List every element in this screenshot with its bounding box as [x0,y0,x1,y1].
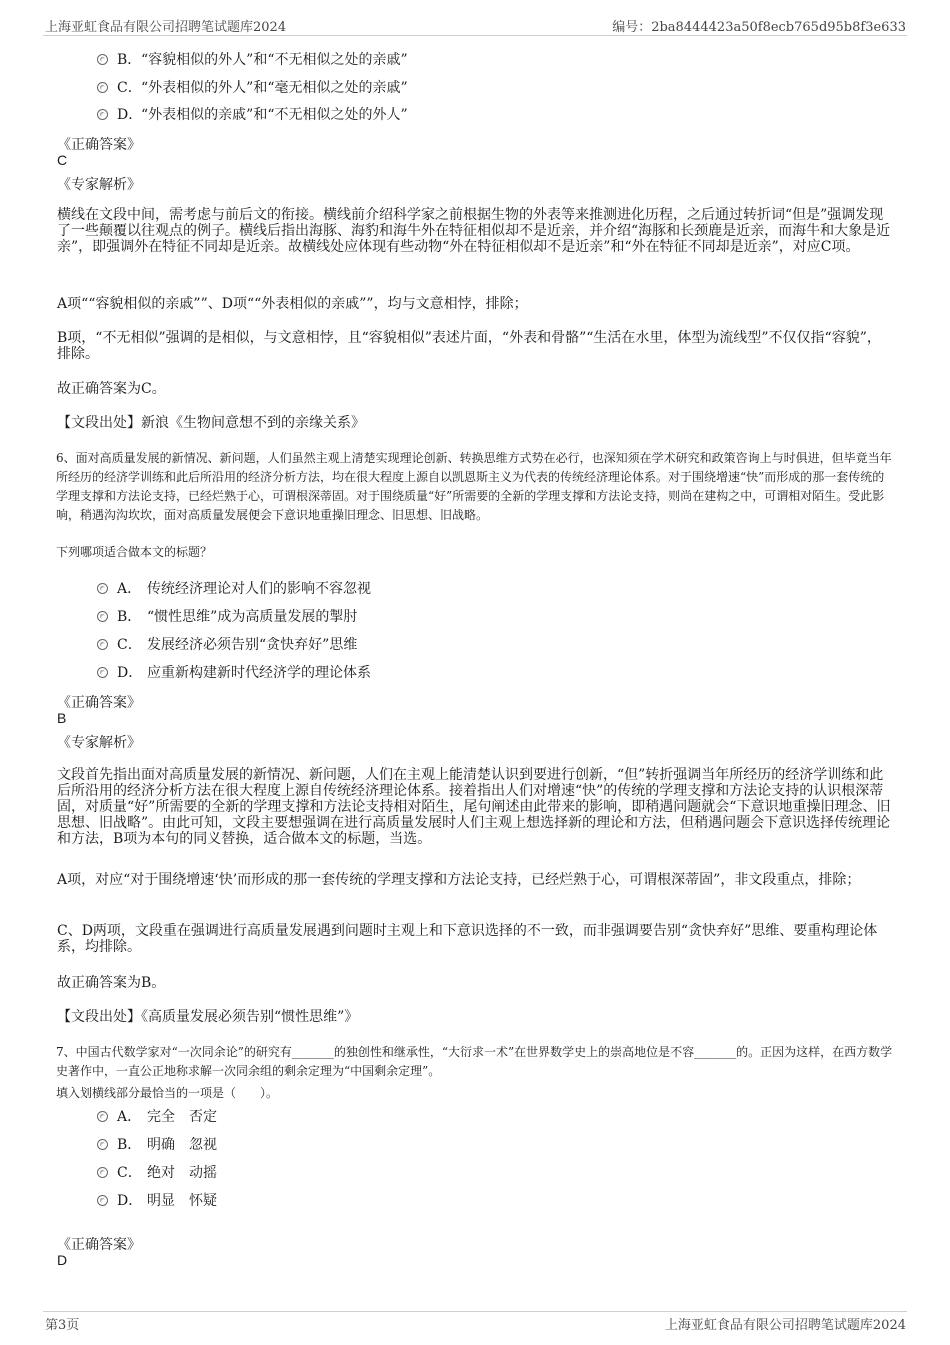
q7-prompt: 填入划横线部分最恰当的一项是（ ）。 [56,1086,279,1100]
q7-answer-label: 《正确答案》 [57,1237,141,1253]
header-doc-id: 编号：2ba8444423a50f8ecb765d95b8f3e633 [612,20,906,35]
q5-analysis-paragraph-1: 横线在文段中间，需考虑与前后文的衔接。横线前介绍科学家之前根据生物的外表等来推测进化历程，之后通过转折词“但是”强调发现了一些颠覆以往观点的例子。横线后指出海豚、海豹和海牛外在特征相似却不是近亲，并介绍“海豚和长颈鹿是近亲，而海牛和大象是近亲”，即强调外在特征不同却是近亲。故横线处应体现有些动物“外在特征相似却不是近亲”和“外在特征不同却是近亲”，对应C项。 [57,207,891,255]
option-letter: D． [117,107,143,123]
q5-answer-label: 《正确答案》 [57,137,141,153]
q5-analysis-paragraph-2: A项““容貌相似的亲戚””、D项““外表相似的亲戚””，均与文意相悖，排除； [57,296,528,312]
q6-analysis-paragraph-2: A项，对应“对于围绕增速‘快’而形成的那一套传统的学理支撑和方法论支持，已经烂熟于心，可谓根深蒂固”，非文段重点，排除； [57,872,861,888]
header-divider [43,35,907,36]
radio-icon[interactable] [97,82,108,93]
footer-divider [43,1311,907,1312]
option-text: 明确 忽视 [147,1137,217,1153]
option-text: 绝对 动摇 [147,1165,217,1181]
q7-question-text: 7、中国古代数学家对“一次同余论”的研究有_______的独创性和继承性，“大衍求一术”在世界数学史上的崇高地位是不容_______的。正因为这样，在西方数学史著作中，一直公正地称求解一次同余组的剩余定理为“中国剩余定理”。 [56,1045,893,1078]
option-letter: D． [117,1193,143,1209]
q5-analysis-label: 《专家解析》 [57,177,141,193]
radio-icon[interactable] [97,611,108,622]
option-letter: C． [117,637,142,653]
q6-analysis-label: 《专家解析》 [57,735,141,751]
option-text: 明显 怀疑 [147,1193,217,1209]
radio-icon[interactable] [97,583,108,594]
option-letter: A． [117,581,142,597]
q6-question-text: 6、面对高质量发展的新情况、新问题，人们虽然主观上清楚实现理论创新、转换思维方式势在必行，也深知须在学术研究和政策咨询上与时俱进，但毕竟当年所经历的经济学训练和此后所沿用的经济分析方法，均在很大程度上源自以凯恩斯主义为代表的传统经济理论体系。对于围绕增速“快”而形成的那一套传统的学理支撑和方法论支持，已经烂熟于心，可谓根深蒂固。对于围绕质量“好”所需要的全新的学理支撑和方法论支持，则尚在建构之中，可谓相对陌生。受此影响，稍遇沟沟坎坎，面对高质量发展便会下意识地重操旧理念、旧思想、旧战略。 [56,451,892,522]
q6-answer: B [57,710,67,726]
header-title: 上海亚虹食品有限公司招聘笔试题库2024 [45,20,287,35]
q7-answer: D [57,1252,68,1268]
q6-analysis-paragraph-1: 文段首先指出面对高质量发展的新情况、新问题，人们在主观上能清楚认识到要进行创新，“但”转折强调当年所经历的经济学训练和此后所沿用的经济分析方法在很大程度上源自传统经济理论体系。接着指出人们对增速“快”的传统的学理支撑和方法论支持的认识根深蒂固，对质量“好”所需要的全新的学理支撑和方法论支持相对陌生，尾句阐述由此带来的影响，即稍遇问题就会“下意识地重操旧理念、旧思想、旧战略”。由此可知，文段主要想强调在进行高质量发展时人们主观上想选择新的理论和方法，但稍遇问题会下意识选择传统理论和方法，B项为本句的同义替换，适合做本文的标题，当选。 [57,767,891,847]
option-text: 传统经济理论对人们的影响不容忽视 [147,581,371,597]
radio-icon[interactable] [97,1167,108,1178]
option-text: 应重新构建新时代经济学的理论体系 [147,665,371,681]
q6-analysis-paragraph-4: 故正确答案为B。 [57,975,166,991]
option-text: “外表相似的亲戚”和“不无相似之处的外人” [141,107,408,123]
q5-analysis-paragraph-4: 故正确答案为C。 [57,381,166,397]
option-letter: B． [117,1137,142,1153]
radio-icon[interactable] [97,667,108,678]
radio-icon[interactable] [97,109,108,120]
option-text: “外表相似的外人”和“毫无相似之处的亲戚” [141,80,408,96]
q6-analysis-paragraph-3: C、D两项，文段重在强调进行高质量发展遇到问题时主观上和下意识选择的不一致，而非强调要告别“贪快弃好”思维、要重构理论体系，均排除。 [57,923,878,955]
radio-icon[interactable] [97,54,108,65]
radio-icon[interactable] [97,639,108,650]
radio-icon[interactable] [97,1139,108,1150]
option-letter: B． [117,609,142,625]
option-letter: A． [117,1109,142,1125]
option-text: “惯性思维”成为高质量发展的掣肘 [147,609,358,625]
footer-page-number: 第3页 [45,1318,80,1333]
q5-source: 【文段出处】新浪《生物间意想不到的亲缘关系》 [57,415,365,431]
q6-answer-label: 《正确答案》 [57,695,141,711]
option-letter: C． [117,1165,142,1181]
option-text: 完全 否定 [147,1109,217,1125]
option-letter: B． [117,52,142,68]
option-text: “容貌相似的外人”和“不无相似之处的亲戚” [141,52,408,68]
q5-answer: C [57,152,68,168]
q5-analysis-paragraph-3: B项，“不无相似”强调的是相似，与文意相悖，且“容貌相似”表述片面，“外表和骨骼”“生活在水里，体型为流线型”不仅仅指“容貌”，排除。 [57,330,881,362]
footer-title: 上海亚虹食品有限公司招聘笔试题库2024 [664,1318,906,1333]
option-letter: C． [117,80,142,96]
option-text: 发展经济必须告别“贪快弃好”思维 [147,637,358,653]
q6-prompt: 下列哪项适合做本文的标题？ [56,545,213,559]
radio-icon[interactable] [97,1195,108,1206]
radio-icon[interactable] [97,1111,108,1122]
q6-source: 【文段出处】《高质量发展必须告别“惯性思维”》 [57,1009,359,1025]
option-letter: D． [117,665,143,681]
